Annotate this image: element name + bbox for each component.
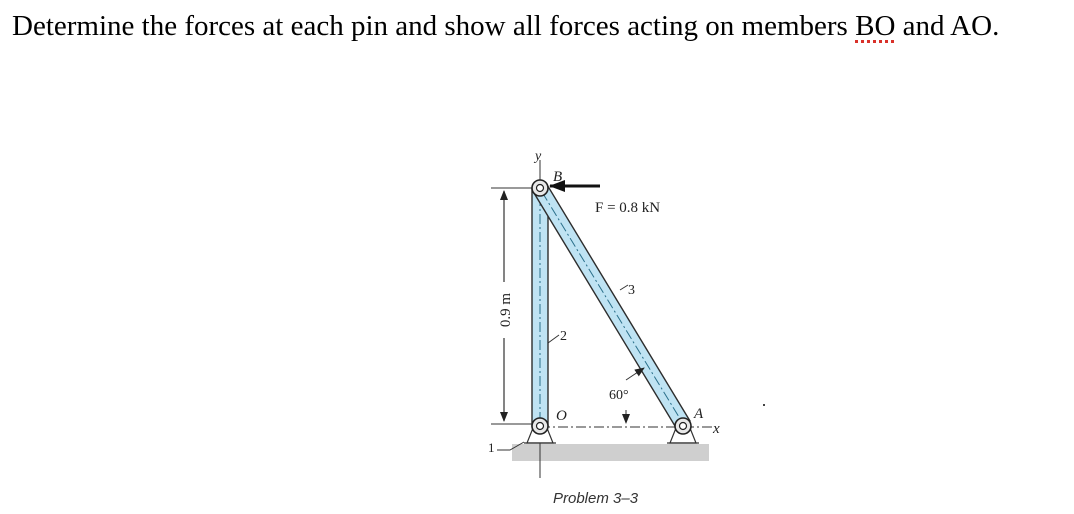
y-axis-label: y xyxy=(535,149,542,164)
angle-label: 60° xyxy=(609,388,629,403)
statement-text: Determine the forces at each pin and show all forces acting on members xyxy=(12,10,856,42)
pin-A xyxy=(675,418,691,434)
figure-caption: Problem 3–3 xyxy=(553,490,639,507)
pin-B xyxy=(532,180,548,196)
dimension-label: 0.9 m xyxy=(498,292,514,328)
member-1-label: 1 xyxy=(488,440,495,455)
angle-indicator xyxy=(626,368,644,423)
spellcheck-flagged-word: BO xyxy=(855,10,896,42)
statement-text-end: and AO. xyxy=(895,10,1000,42)
member-2-label: 2 xyxy=(560,329,567,344)
point-A-label: A xyxy=(694,406,704,422)
point-B-label: B xyxy=(553,169,563,185)
force-label: F = 0.8 kN xyxy=(595,200,661,216)
x-axis-label: x xyxy=(713,421,720,437)
stray-dot xyxy=(763,404,765,406)
ground-base xyxy=(512,444,709,461)
pin-O xyxy=(532,418,548,434)
member-3-label: 3 xyxy=(628,283,635,298)
point-O-label: O xyxy=(556,408,567,424)
height-dimension xyxy=(491,188,535,424)
